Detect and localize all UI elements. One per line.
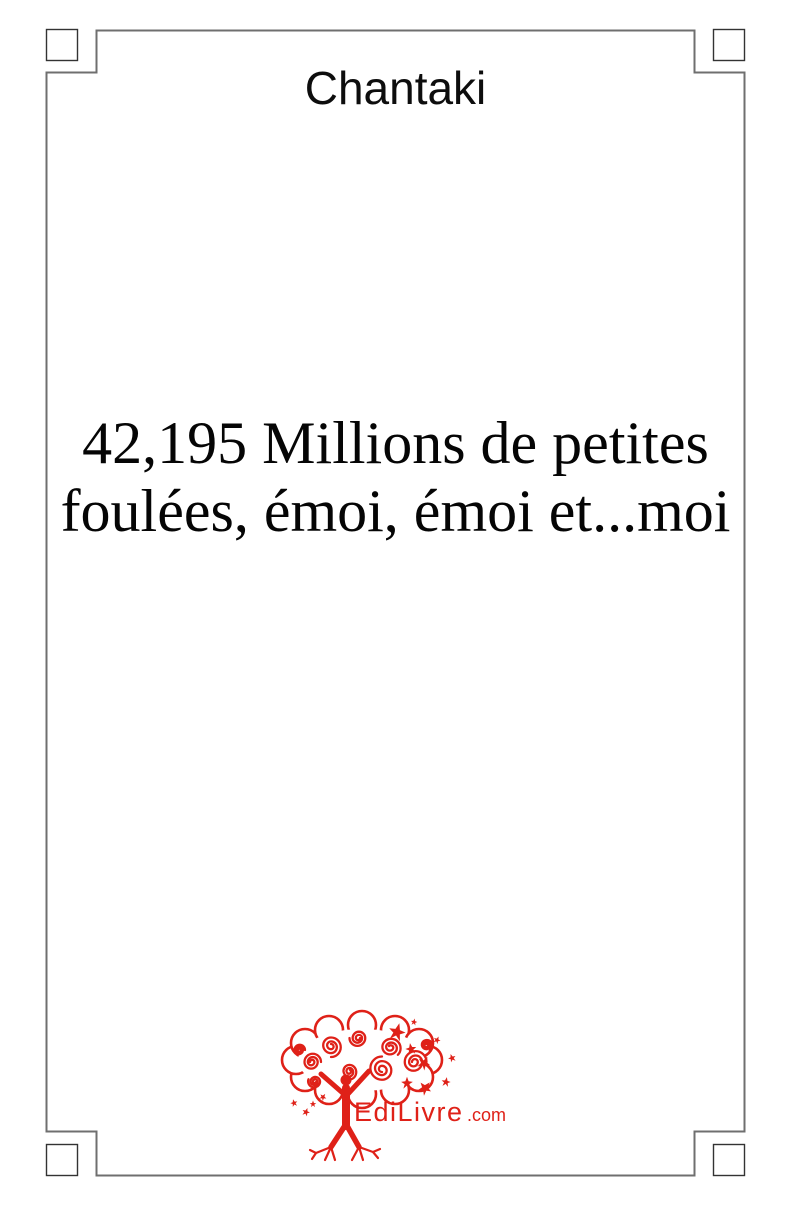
figure-head: [341, 1075, 352, 1086]
tree-roots: [310, 1147, 380, 1160]
edilivre-tree-logo: [276, 1003, 520, 1171]
corner-mark-bottom-right: [714, 1145, 745, 1176]
publisher-domain: .com: [467, 1105, 507, 1125]
corner-mark-bottom-left: [47, 1145, 78, 1176]
title-line-2: foulées, émoi, émoi et...moi: [60, 478, 731, 544]
corner-mark-top-left: [47, 30, 78, 61]
corner-mark-top-right: [714, 30, 745, 61]
author-name: Chantaki: [304, 62, 487, 114]
logo-strokes: [282, 1011, 442, 1160]
publisher-name: EdiLivre: [354, 1097, 464, 1127]
book-title: [46, 409, 745, 545]
title-line-1: 42,195 Millions de petites: [82, 410, 709, 476]
